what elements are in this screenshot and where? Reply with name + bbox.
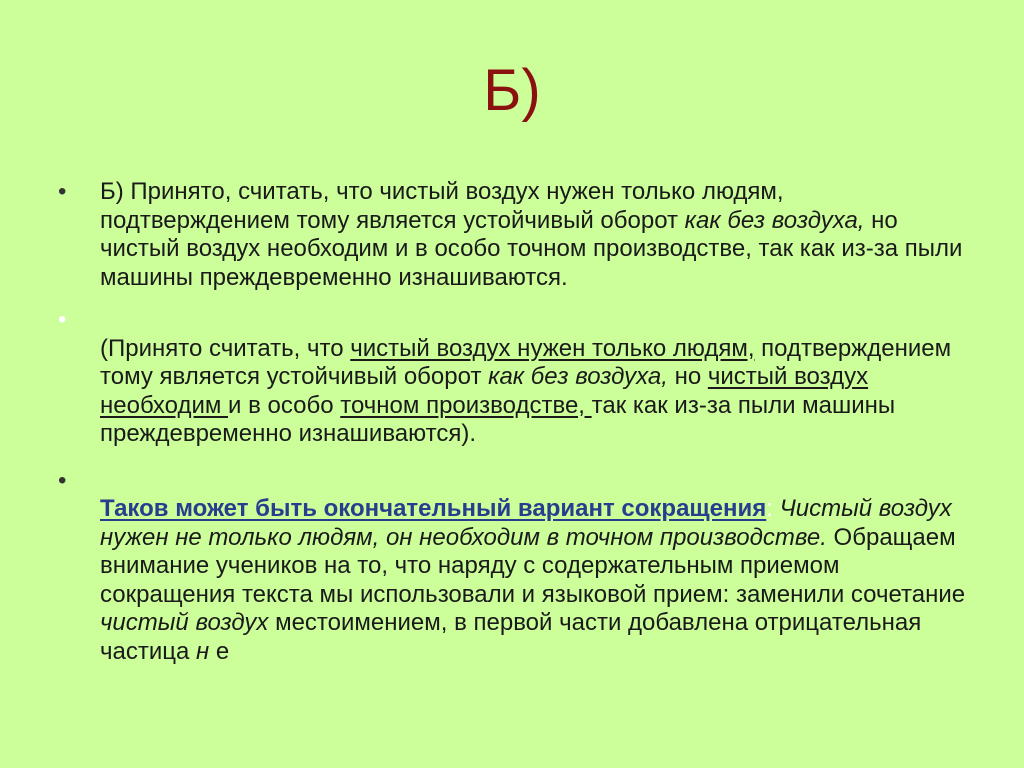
p3-italic-2: чистый воздух (100, 609, 269, 636)
paragraph-1-text-end: но чистый воздух необходим и в особо точном производстве, так как из-за пыли машины преждевременно изнашиваются. (100, 206, 963, 291)
bullet-icon: • (58, 178, 67, 205)
spacer (100, 467, 968, 496)
p3-text-a: Обращаем внимание учеников на то, что наряду с содержательным приемом сокращения текста мы использовали и языковой прием: заменили сочетание (100, 523, 966, 608)
p2-text-b: подтверждением тому является устойчивый оборот (100, 334, 952, 390)
p3-italic-1: Чистый воздух нужен не только людям, он необходим в точном производстве. (100, 495, 952, 551)
slide-title: Б) (483, 58, 541, 123)
p2-text-c: но (667, 363, 708, 390)
p3-text-c: е (209, 637, 230, 665)
final-variant-link[interactable]: Таков может быть окончательный вариант сокращения (100, 495, 767, 522)
p2-underlined-2: чистый воздух необходим (100, 363, 869, 419)
bullet-icon: • (58, 306, 67, 333)
paragraph-1-text: Б) Принято, считать, что чистый воздух нужен только людям, подтверждением тому является устойчивый оборот (100, 178, 784, 234)
bullet-icon: • (58, 466, 67, 494)
slide-body (58, 178, 968, 666)
link-colon: : (766, 495, 773, 522)
paragraph-1-italic: как без воздуха, (684, 206, 865, 234)
p2-underlined-1: чистый воздух нужен только людям, (350, 334, 755, 362)
spacer (100, 306, 968, 335)
p2-text-e: так как из-за пыли машины преждевременно изнашиваются). (100, 391, 896, 447)
p2-text-a: (Принято считать, что (100, 334, 351, 362)
p2-underlined-3: точном производстве, (340, 391, 592, 419)
paragraph-3 (58, 467, 968, 667)
p3-italic-3: н (196, 637, 210, 665)
paragraph-1 (58, 178, 968, 292)
paragraph-2 (58, 306, 968, 449)
p3-text-b: местоимением, в первой части добавлена отрицательная частица (100, 609, 922, 665)
p2-italic-1: как без воздуха, (488, 363, 668, 390)
p2-text-d: и в особо (228, 391, 341, 419)
